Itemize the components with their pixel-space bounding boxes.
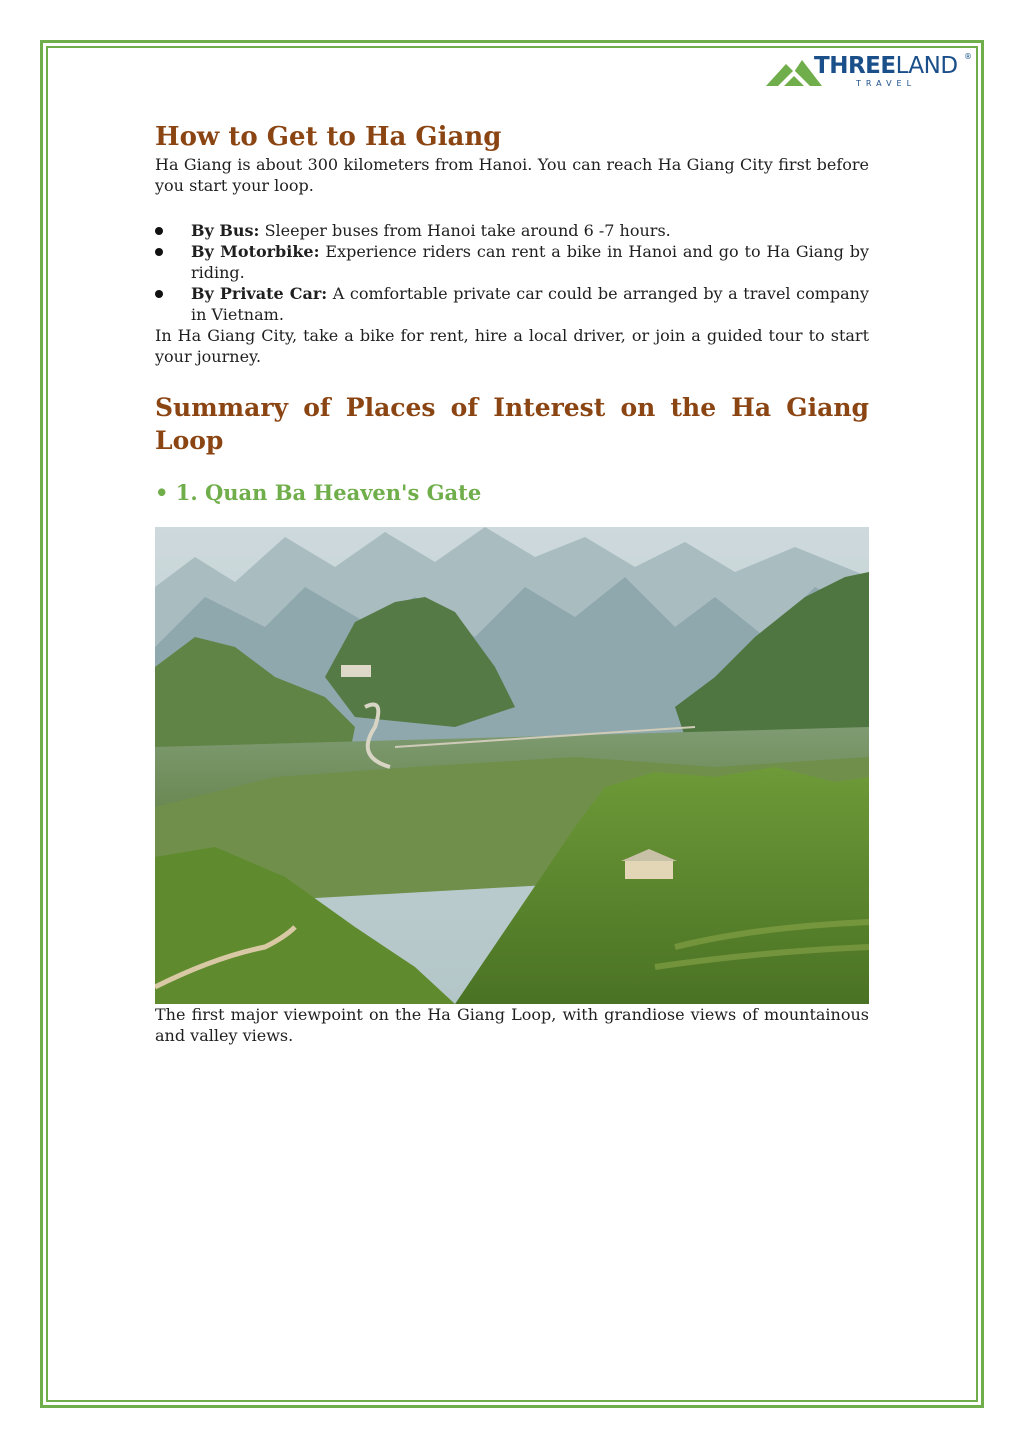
logo-registered-mark: ® xyxy=(964,52,972,61)
travel-methods-list xyxy=(155,220,869,325)
intro-paragraph: Ha Giang is about 300 kilometers from Hanoi. You can reach Ha Giang City first before you start your loop. xyxy=(155,155,869,195)
place-heading: • 1. Quan Ba Heaven's Gate xyxy=(155,480,482,505)
bullet-icon xyxy=(155,290,163,298)
article-content xyxy=(155,120,869,1046)
method-label: By Motorbike: xyxy=(191,242,320,261)
quan-ba-landscape-photo xyxy=(155,527,869,1004)
method-text: A comfortable private car could be arranged by a travel company in Vietnam. xyxy=(191,284,869,324)
summary-heading: Summary of Places of Interest on the Ha Giang Loop xyxy=(155,393,869,455)
logo-subtitle: TRAVEL xyxy=(856,79,917,88)
list-item-bus xyxy=(155,220,869,241)
logo-word-light: LAND xyxy=(895,53,958,79)
bullet-icon xyxy=(155,227,163,235)
photo-caption: The first major viewpoint on the Ha Giang Loop, with grandiose views of mountainous and valley views. xyxy=(155,1005,869,1045)
page-title: How to Get to Ha Giang xyxy=(155,122,502,152)
logo-word-bold: THREE xyxy=(814,53,896,79)
list-item-motorbike xyxy=(155,241,869,283)
method-label: By Private Car: xyxy=(191,284,328,303)
method-text: Experience riders can rent a bike in Hanoi and go to Ha Giang by riding. xyxy=(191,242,870,282)
list-item-private-car xyxy=(155,283,869,325)
method-text: Sleeper buses from Hanoi take around 6 -7 hours. xyxy=(264,221,671,240)
threeland-logo xyxy=(764,52,974,92)
method-label: By Bus: xyxy=(191,221,260,240)
outro-paragraph: In Ha Giang City, take a bike for rent, hire a local driver, or join a guided tour to start your journey. xyxy=(155,326,869,366)
bullet-icon xyxy=(155,248,163,256)
logo-wordmark xyxy=(814,53,958,79)
